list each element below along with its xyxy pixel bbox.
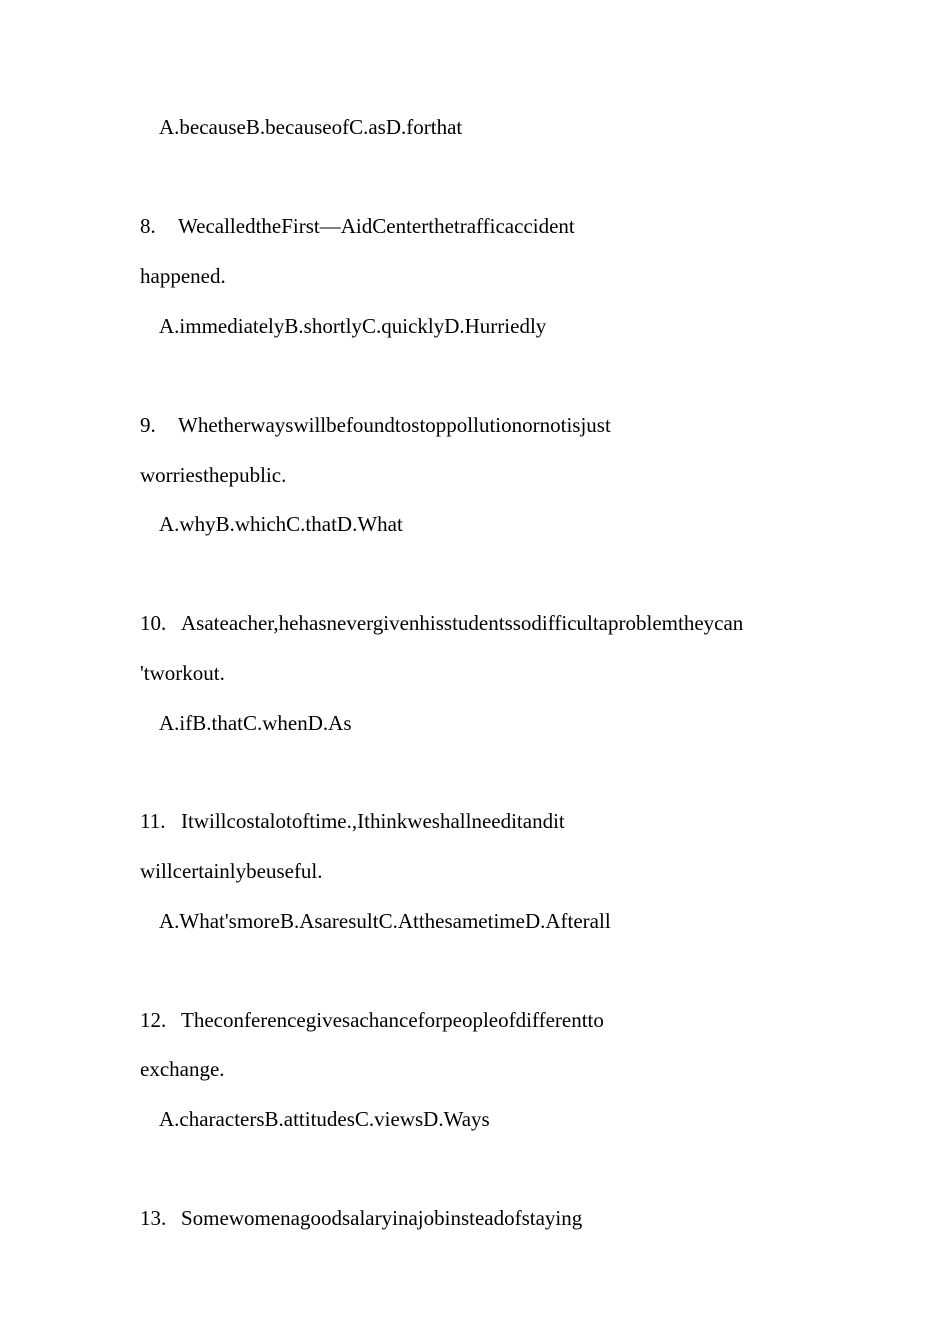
question-8-options: A.immediatelyB.shortlyC.quicklyD.Hurriedly (159, 314, 547, 338)
question-9-options: A.whyB.whichC.thatD.What (159, 512, 403, 536)
question-10-options: A.ifB.thatC.whenD.As (159, 711, 352, 735)
question-12-number: 12. (140, 1008, 167, 1032)
question-9-number: 9. (140, 413, 156, 437)
question-8-stem: WecalledtheFirst—AidCenterthetrafficaccident (178, 214, 575, 238)
question-12-continuation: exchange. (140, 1057, 225, 1081)
question-8-stem-line (140, 212, 575, 240)
question-10-number: 10. (140, 611, 167, 635)
question-13-stem-line (140, 1204, 582, 1232)
question-10-stem: Asateacher,hehasnevergivenhisstudentssodifficultaproblemtheycan (181, 611, 744, 635)
question-8-number: 8. (140, 214, 156, 238)
question-11-stem-line (140, 807, 565, 835)
question-10-stem-line (140, 609, 743, 637)
question-9-continuation: worriesthepublic. (140, 463, 287, 487)
question-12-options: A.charactersB.attitudesC.viewsD.Ways (159, 1107, 490, 1131)
question-9-stem: Whetherwayswillbefoundtostoppollutionornotisjust (178, 413, 611, 437)
question-12-stem-line (140, 1006, 604, 1034)
question-11-options: A.What'smoreB.AsaresultC.AtthesametimeD.Afterall (159, 909, 611, 933)
question-11-stem: Itwillcostalotoftime.,Ithinkweshallneeditandit (181, 809, 565, 833)
question-7-options: A.becauseB.becauseofC.asD.forthat (159, 115, 463, 139)
question-13-stem: Somewomenagoodsalaryinajobinsteadofstaying (181, 1206, 583, 1230)
question-11-continuation: willcertainlybeuseful. (140, 859, 323, 883)
question-13-number: 13. (140, 1206, 167, 1230)
question-9-stem-line (140, 411, 611, 439)
question-12-stem: Theconferencegivesachanceforpeopleofdifferentto (181, 1008, 604, 1032)
question-10-continuation: 'tworkout. (140, 661, 225, 685)
question-8-continuation: happened. (140, 264, 226, 288)
question-11-number: 11. (140, 809, 166, 833)
